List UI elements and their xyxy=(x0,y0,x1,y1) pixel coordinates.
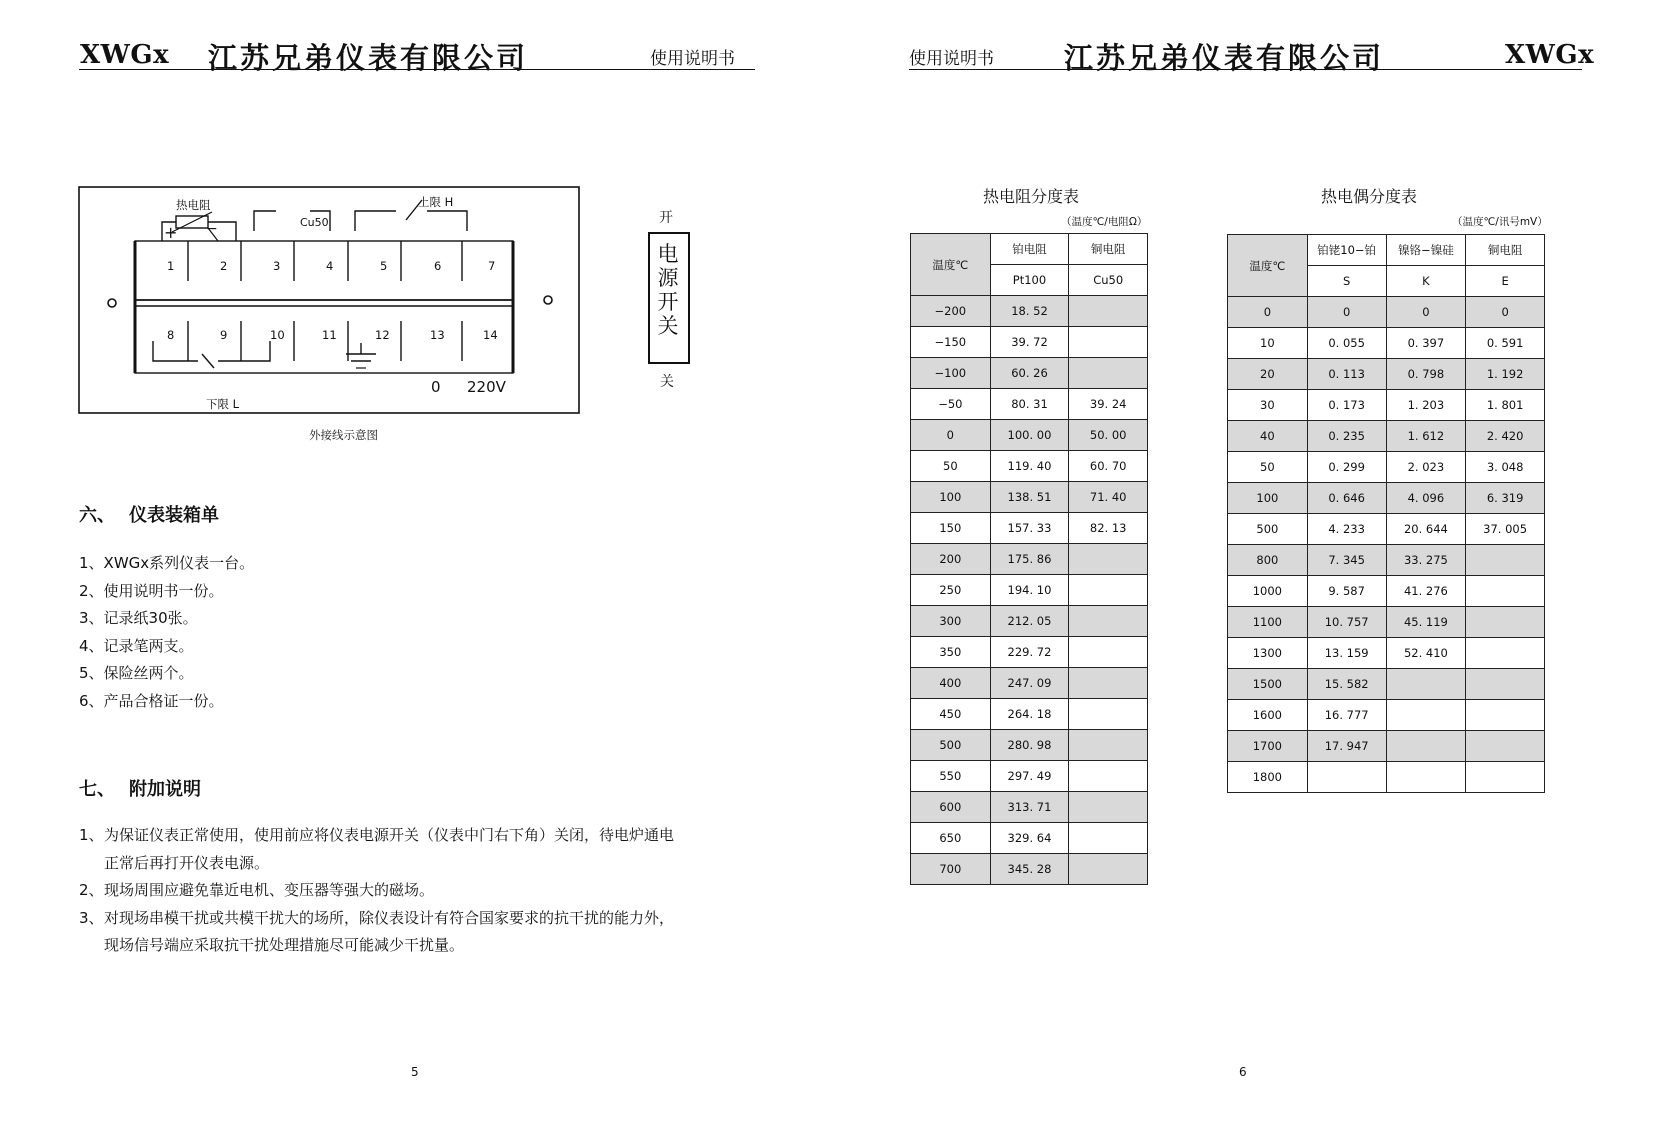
value-cell: 1. 192 xyxy=(1466,359,1545,390)
table-row xyxy=(1228,700,1545,731)
rtd-table-title: 热电阻分度表 xyxy=(983,187,1080,206)
temperature-cell: 30 xyxy=(1228,390,1308,421)
terminal-9: 9 xyxy=(220,328,228,342)
value-cell xyxy=(1069,730,1148,761)
terminal-2: 2 xyxy=(220,259,228,273)
temperature-cell: 800 xyxy=(1228,545,1308,576)
note-1 xyxy=(79,822,759,877)
note-number: 1、 xyxy=(79,826,104,844)
temperature-cell: 300 xyxy=(911,606,991,637)
terminal-11: 11 xyxy=(322,328,337,342)
col-header-code: K xyxy=(1386,266,1466,297)
tc-table-unit: （温度℃/讯号mV） xyxy=(1452,216,1548,228)
table-row xyxy=(1228,483,1545,514)
note-line: 对现场串模干扰或共模干扰大的场所，除仪表设计有符合国家要求的抗干扰的能力外， xyxy=(104,908,675,927)
table-row xyxy=(911,482,1148,513)
value-cell: 297. 49 xyxy=(990,761,1069,792)
terminal-5: 5 xyxy=(380,259,388,273)
temperature-cell: 700 xyxy=(911,854,991,885)
terminal-4: 4 xyxy=(326,259,334,273)
mount-hole-right xyxy=(544,296,552,304)
temperature-cell: 10 xyxy=(1228,328,1308,359)
value-cell: 212. 05 xyxy=(990,606,1069,637)
wiring-diagram xyxy=(78,186,583,416)
packing-item: 3、记录纸30张。 xyxy=(79,609,198,627)
temperature-cell: 1600 xyxy=(1228,700,1308,731)
value-cell: 17. 947 xyxy=(1307,731,1386,762)
value-cell xyxy=(1069,544,1148,575)
value-cell: 1. 612 xyxy=(1386,421,1466,452)
diagram-caption: 外接线示意图 xyxy=(309,428,378,442)
value-cell: 0. 173 xyxy=(1307,390,1386,421)
value-cell: 18. 52 xyxy=(990,296,1069,327)
value-cell: 13. 159 xyxy=(1307,638,1386,669)
value-cell: 264. 18 xyxy=(990,699,1069,730)
value-cell: 229. 72 xyxy=(990,637,1069,668)
temperature-cell: 650 xyxy=(911,823,991,854)
value-cell: 0. 299 xyxy=(1307,452,1386,483)
value-cell xyxy=(1307,762,1386,793)
note-number: 2、 xyxy=(79,881,104,899)
table-row xyxy=(911,699,1148,730)
left-header-logo: XWGx xyxy=(80,40,170,70)
value-cell: 194. 10 xyxy=(990,575,1069,606)
right-header-logo: XWGx xyxy=(1505,40,1595,70)
value-cell: 60. 70 xyxy=(1069,451,1148,482)
table-row xyxy=(1228,421,1545,452)
temperature-cell: −50 xyxy=(911,389,991,420)
temperature-cell: 200 xyxy=(911,544,991,575)
value-cell: 39. 24 xyxy=(1069,389,1148,420)
right-header-rule xyxy=(909,69,1582,70)
col-header-name: 铂铑10−铂 xyxy=(1307,235,1386,266)
value-cell: 175. 86 xyxy=(990,544,1069,575)
packing-item: 2、使用说明书一份。 xyxy=(79,581,224,600)
packing-item: 6、产品合格证一份。 xyxy=(79,691,224,710)
table-row xyxy=(911,327,1148,358)
temperature-cell: 1500 xyxy=(1228,669,1308,700)
terminal-10: 10 xyxy=(270,328,285,342)
note-3 xyxy=(79,905,759,960)
col-header-name: 铂电阻 xyxy=(990,234,1069,265)
value-cell: 329. 64 xyxy=(990,823,1069,854)
table-row xyxy=(1228,731,1545,762)
terminal-6: 6 xyxy=(434,259,442,273)
temperature-cell: 50 xyxy=(1228,452,1308,483)
value-cell xyxy=(1069,358,1148,389)
value-cell xyxy=(1466,576,1545,607)
value-cell xyxy=(1069,637,1148,668)
table-row xyxy=(911,668,1148,699)
value-cell: 41. 276 xyxy=(1386,576,1466,607)
value-cell: 45. 119 xyxy=(1386,607,1466,638)
note-number: 3、 xyxy=(79,908,104,927)
value-cell: 7. 345 xyxy=(1307,545,1386,576)
value-cell: 345. 28 xyxy=(990,854,1069,885)
tc-table-title: 热电偶分度表 xyxy=(1321,187,1418,206)
value-cell: 10. 757 xyxy=(1307,607,1386,638)
value-cell xyxy=(1466,607,1545,638)
value-cell: 0. 397 xyxy=(1386,328,1466,359)
table-row xyxy=(1228,576,1545,607)
value-cell: 0. 646 xyxy=(1307,483,1386,514)
table-row xyxy=(911,544,1148,575)
temperature-cell: 100 xyxy=(1228,483,1308,514)
value-cell xyxy=(1466,545,1545,576)
terminal-12: 12 xyxy=(375,328,390,342)
value-cell: 0. 591 xyxy=(1466,328,1545,359)
right-page-number: 6 xyxy=(1239,1065,1247,1079)
value-cell xyxy=(1069,606,1148,637)
value-cell: 52. 410 xyxy=(1386,638,1466,669)
temperature-cell: 250 xyxy=(911,575,991,606)
value-cell: 80. 31 xyxy=(990,389,1069,420)
temperature-cell: 350 xyxy=(911,637,991,668)
value-cell: 4. 096 xyxy=(1386,483,1466,514)
value-cell: 6. 319 xyxy=(1466,483,1545,514)
temperature-cell: 100 xyxy=(911,482,991,513)
table-row xyxy=(1228,545,1545,576)
temperature-cell: 600 xyxy=(911,792,991,823)
temperature-cell: −100 xyxy=(911,358,991,389)
value-cell: 15. 582 xyxy=(1307,669,1386,700)
value-cell xyxy=(1466,638,1545,669)
table-row xyxy=(1228,328,1545,359)
value-cell: 82. 13 xyxy=(1069,513,1148,544)
value-cell xyxy=(1466,669,1545,700)
value-cell: 9. 587 xyxy=(1307,576,1386,607)
value-cell: 2. 420 xyxy=(1466,421,1545,452)
upper-limit-label: 上限 H xyxy=(418,195,454,209)
value-cell: 60. 26 xyxy=(990,358,1069,389)
temperature-cell: 1700 xyxy=(1228,731,1308,762)
value-cell: 313. 71 xyxy=(990,792,1069,823)
value-cell: 20. 644 xyxy=(1386,514,1466,545)
mount-hole-left xyxy=(108,299,116,307)
value-cell: 33. 275 xyxy=(1386,545,1466,576)
value-cell: 39. 72 xyxy=(990,327,1069,358)
right-header-manual: 使用说明书 xyxy=(909,49,994,69)
value-cell: 1. 801 xyxy=(1466,390,1545,421)
col-header-name: 镍铬−镍硅 xyxy=(1386,235,1466,266)
col-header-code: Cu50 xyxy=(1069,265,1148,296)
value-cell xyxy=(1069,327,1148,358)
terminal-8: 8 xyxy=(167,328,175,342)
value-cell: 247. 09 xyxy=(990,668,1069,699)
table-row xyxy=(1228,359,1545,390)
table-row xyxy=(911,513,1148,544)
temperature-cell: 0 xyxy=(1228,297,1308,328)
table-row xyxy=(911,296,1148,327)
note-line: 现场周围应避免靠近电机、变压器等强大的磁场。 xyxy=(104,881,435,899)
temperature-cell: 50 xyxy=(911,451,991,482)
v220-label: 220V xyxy=(467,378,506,396)
table-row xyxy=(911,606,1148,637)
value-cell: 16. 777 xyxy=(1307,700,1386,731)
table-row xyxy=(911,792,1148,823)
temperature-cell: 500 xyxy=(1228,514,1308,545)
value-cell: 0 xyxy=(1307,297,1386,328)
col-header-code: Pt100 xyxy=(990,265,1069,296)
value-cell xyxy=(1466,731,1545,762)
temperature-cell: 150 xyxy=(911,513,991,544)
rtd-minus-label: − xyxy=(206,221,218,237)
section6-number: 六、 xyxy=(79,505,115,526)
value-cell: 0. 113 xyxy=(1307,359,1386,390)
packing-item: 1、XWGx系列仪表一台。 xyxy=(79,554,255,572)
left-header-manual: 使用说明书 xyxy=(650,49,735,69)
value-cell: 1. 203 xyxy=(1386,390,1466,421)
table-header-row xyxy=(1228,235,1545,266)
value-cell: 100. 00 xyxy=(990,420,1069,451)
terminal-13: 13 xyxy=(430,328,445,342)
value-cell: 0 xyxy=(1466,297,1545,328)
bottom-terminal-labels xyxy=(135,328,513,344)
section7-title: 附加说明 xyxy=(129,779,201,800)
packing-item: 5、保险丝两个。 xyxy=(79,664,194,682)
table-row xyxy=(1228,669,1545,700)
table-row xyxy=(1228,638,1545,669)
value-cell: 0. 235 xyxy=(1307,421,1386,452)
note-2 xyxy=(79,877,759,905)
temperature-cell: 400 xyxy=(911,668,991,699)
temperature-cell: 1000 xyxy=(1228,576,1308,607)
table-row xyxy=(911,358,1148,389)
terminal-14: 14 xyxy=(483,328,498,342)
note-line: 为保证仪表正常使用，使用前应将仪表电源开关（仪表中门右下角）关闭，待电炉通电 xyxy=(104,826,675,844)
table-row xyxy=(1228,762,1545,793)
table-row xyxy=(911,575,1148,606)
temperature-cell: 1300 xyxy=(1228,638,1308,669)
temperature-cell: 450 xyxy=(911,699,991,730)
value-cell: 0 xyxy=(1386,297,1466,328)
lower-limit-label: 下限 L xyxy=(206,397,240,411)
power-switch-label: 电源开关 xyxy=(657,242,679,338)
temperature-cell: 1800 xyxy=(1228,762,1308,793)
power-switch-off-label: 关 xyxy=(660,374,674,390)
value-cell: 0. 798 xyxy=(1386,359,1466,390)
left-header-company: 江苏兄弟仪表有限公司 xyxy=(208,41,529,75)
value-cell: 50. 00 xyxy=(1069,420,1148,451)
section7-number: 七、 xyxy=(79,779,115,800)
value-cell: 0. 055 xyxy=(1307,328,1386,359)
cu50-label: Cu50 xyxy=(300,216,329,229)
left-header-rule xyxy=(79,69,755,70)
col-header-name: 铜电阻 xyxy=(1069,234,1148,265)
value-cell: 37. 005 xyxy=(1466,514,1545,545)
value-cell xyxy=(1386,700,1466,731)
power-switch-on-label: 开 xyxy=(659,210,673,226)
table-row xyxy=(911,637,1148,668)
additional-notes xyxy=(79,822,759,960)
col-header-code: S xyxy=(1307,266,1386,297)
table-header-row xyxy=(911,234,1148,265)
col-header-name: 铜电阻 xyxy=(1466,235,1545,266)
section7-heading xyxy=(79,775,201,801)
table-row xyxy=(911,823,1148,854)
temperature-cell: 0 xyxy=(911,420,991,451)
temperature-cell: −150 xyxy=(911,327,991,358)
value-cell xyxy=(1069,761,1148,792)
value-cell: 4. 233 xyxy=(1307,514,1386,545)
table-row xyxy=(1228,514,1545,545)
table-row xyxy=(911,451,1148,482)
value-cell xyxy=(1069,575,1148,606)
packing-list xyxy=(79,550,254,715)
table-row xyxy=(911,389,1148,420)
col-header-code: E xyxy=(1466,266,1545,297)
table-row xyxy=(911,854,1148,885)
terminal-3: 3 xyxy=(273,259,281,273)
value-cell: 3. 048 xyxy=(1466,452,1545,483)
zero-volt-label: 0 xyxy=(431,378,441,396)
temperature-cell: 20 xyxy=(1228,359,1308,390)
section6-heading xyxy=(79,501,219,527)
right-header-company: 江苏兄弟仪表有限公司 xyxy=(1064,41,1385,75)
temperature-cell: 550 xyxy=(911,761,991,792)
table-row xyxy=(1228,390,1545,421)
left-page-number: 5 xyxy=(411,1065,419,1079)
terminal-7: 7 xyxy=(488,259,496,273)
tc-table xyxy=(1227,234,1545,793)
value-cell xyxy=(1069,668,1148,699)
value-cell xyxy=(1386,669,1466,700)
rtd-table xyxy=(910,233,1148,885)
value-cell: 157. 33 xyxy=(990,513,1069,544)
value-cell xyxy=(1386,762,1466,793)
table-row xyxy=(911,420,1148,451)
note-line: 正常后再打开仪表电源。 xyxy=(104,853,270,872)
value-cell xyxy=(1069,296,1148,327)
section6-title: 仪表装箱单 xyxy=(129,505,219,526)
rtd-table-unit: （温度℃/电阻Ω） xyxy=(1061,216,1148,228)
value-cell: 119. 40 xyxy=(990,451,1069,482)
value-cell xyxy=(1069,699,1148,730)
value-cell xyxy=(1069,854,1148,885)
top-terminal-labels xyxy=(135,259,513,275)
value-cell xyxy=(1069,823,1148,854)
packing-item: 4、记录笔两支。 xyxy=(79,636,194,655)
value-cell: 280. 98 xyxy=(990,730,1069,761)
rtd-label: 热电阻 xyxy=(176,198,211,212)
col-header-temp: 温度℃ xyxy=(1228,235,1308,297)
right-page xyxy=(827,0,1654,1122)
col-header-temp: 温度℃ xyxy=(911,234,991,296)
value-cell xyxy=(1466,700,1545,731)
value-cell xyxy=(1386,731,1466,762)
table-row xyxy=(911,730,1148,761)
rtd-plus-label: + xyxy=(164,223,178,242)
terminal-1: 1 xyxy=(167,259,175,273)
value-cell: 2. 023 xyxy=(1386,452,1466,483)
table-row xyxy=(1228,297,1545,328)
table-row xyxy=(1228,452,1545,483)
value-cell xyxy=(1466,762,1545,793)
temperature-cell: 1100 xyxy=(1228,607,1308,638)
value-cell: 71. 40 xyxy=(1069,482,1148,513)
temperature-cell: 40 xyxy=(1228,421,1308,452)
temperature-cell: −200 xyxy=(911,296,991,327)
table-row xyxy=(911,761,1148,792)
value-cell xyxy=(1069,792,1148,823)
temperature-cell: 500 xyxy=(911,730,991,761)
note-line: 现场信号端应采取抗干扰处理措施尽可能减少干扰量。 xyxy=(104,936,465,954)
value-cell: 138. 51 xyxy=(990,482,1069,513)
table-row xyxy=(1228,607,1545,638)
